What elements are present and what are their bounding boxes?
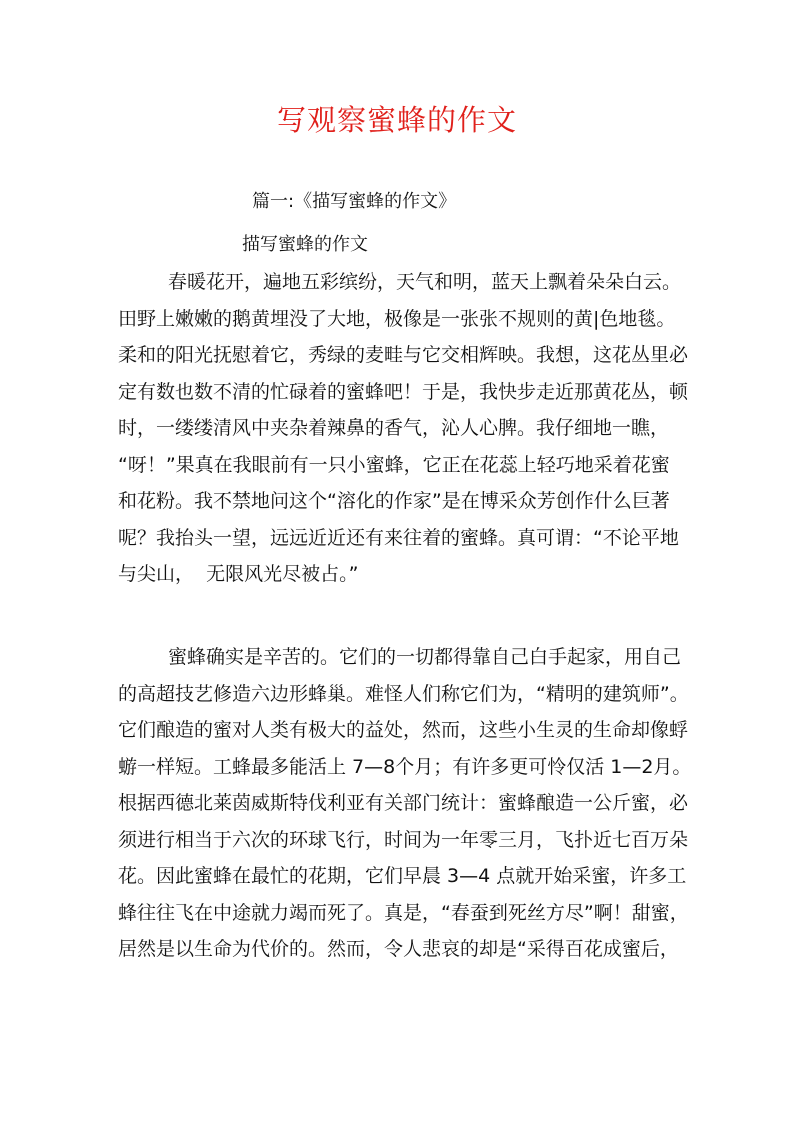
paragraph-1: [118, 264, 694, 593]
paragraph-2: [118, 639, 694, 968]
text-line: 时，一缕缕清风中夹杂着辣鼻的香气，沁人心脾。我仔细地一瞧，: [118, 417, 670, 439]
text-line: “呀！”果真在我眼前有一只小蜜蜂，它正在花蕊上轻巧地采着花蜜: [118, 453, 670, 476]
document-title: 写观察蜜蜂的作文: [276, 103, 517, 137]
text-line: 柔和的阳光抚慰着它，秀绿的麦畦与它交相辉映。我想，这花丛里必: [118, 344, 689, 366]
text-line: 蜜蜂确实是辛苦的。它们的一切都得靠自己白手起家，用自己: [168, 646, 682, 668]
text-line: 居然是以生命为代价的。然而，令人悲哀的却是“采得百花成蜜后，: [118, 938, 679, 960]
text-line: 的高超技艺修造六边形蜂巢。难怪人们称它们为，“精明的建筑师”。: [118, 682, 689, 705]
text-line: 根据西德北莱茵威斯特伐利亚有关部门统计：蜜蜂酿造一公斤蜜，必: [118, 792, 689, 814]
text-line: 蝣一样短。工蜂最多能活上 7—8个月；有许多更可怜仅活 1—2月。: [118, 755, 692, 778]
text-line: 定有数也数不清的忙碌着的蜜蜂吧！于是，我快步走近那黄花丛，顿: [118, 380, 689, 403]
text-line: 呢？我抬头一望，远远近近还有来往着的蜜蜂。真可谓：“不论平地: [118, 526, 679, 549]
text-line: 花。因此蜜蜂在最忙的花期，它们早晨 3—4 点就开始采蜜，许多工: [118, 865, 687, 887]
text-line: 田野上嫩嫩的鹅黄埋没了大地，极像是一张张不规则的黄|色地毯。: [118, 307, 676, 330]
text-line: 和花粉。我不禁地问这个“溶化的作家”是在博采众芳创作什么巨著: [118, 490, 670, 512]
section-heading: 篇一:《描写蜜蜂的作文》: [252, 191, 457, 212]
text-line: 春暖花开，遍地五彩缤纷，天气和明，蓝天上飘着朵朵白云。: [168, 271, 682, 293]
text-line: 它们酿造的蜜对人类有极大的益处，然而，这些小生灵的生命却像蜉: [118, 719, 689, 741]
text-line: 蜂往往飞在中途就力竭而死了。真是，“春蚕到死丝方尽”啊！甜蜜，: [118, 901, 689, 924]
text-line: 须进行相当于六次的环球飞行，时间为一年零三月，飞扑近七百万朵: [118, 828, 689, 851]
essay-subtitle: 描写蜜蜂的作文: [242, 234, 368, 255]
text-line: 与尖山， 无限风光尽被占。”: [118, 563, 359, 585]
